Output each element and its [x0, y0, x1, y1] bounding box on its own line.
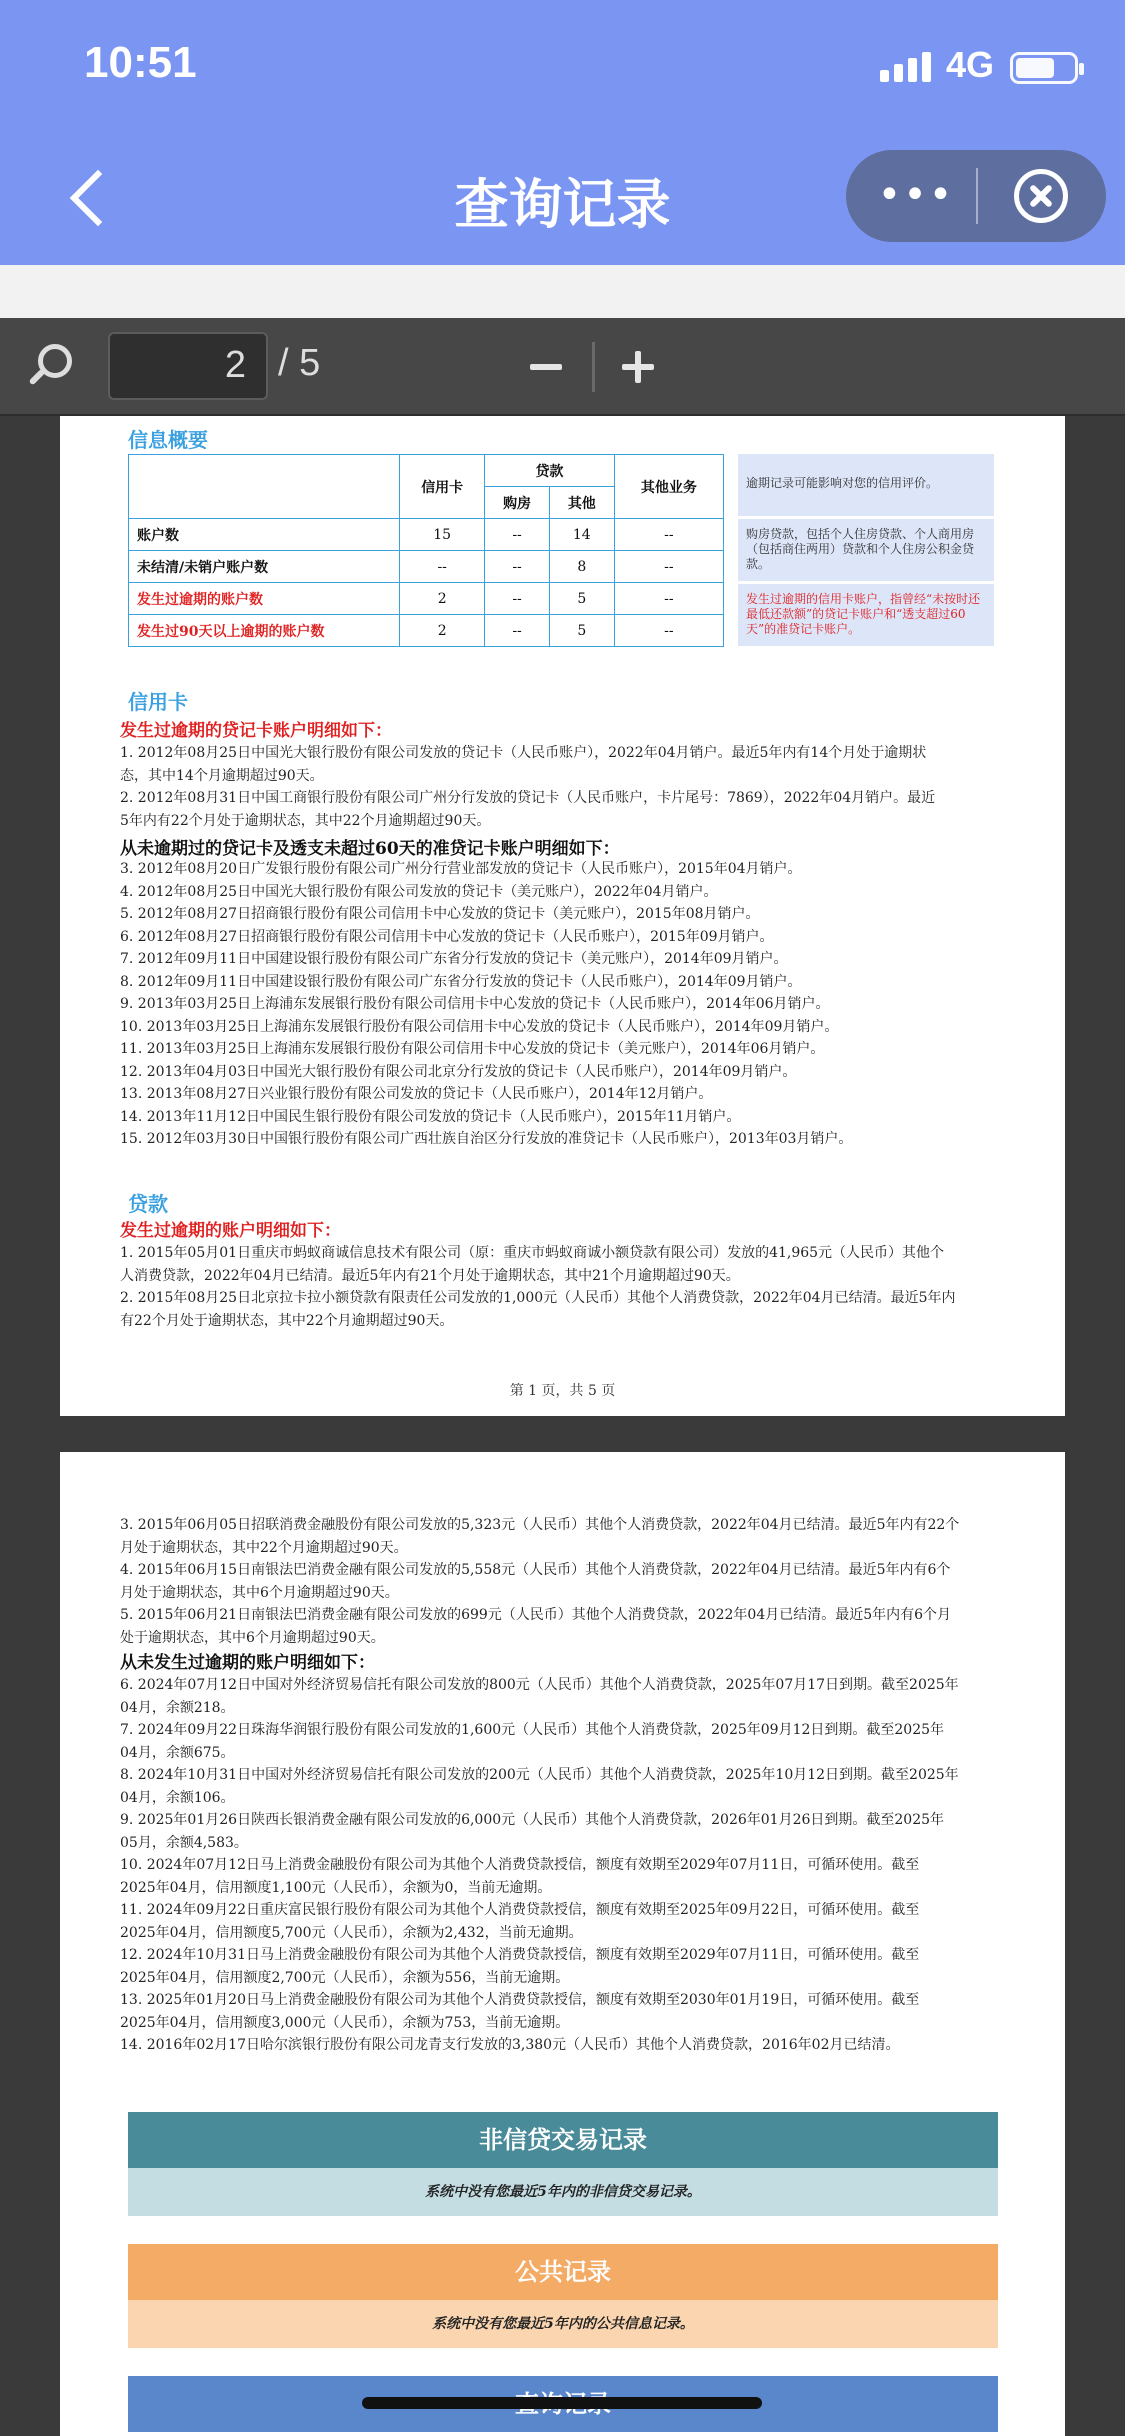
nav-bar	[0, 140, 1125, 265]
spacer	[0, 265, 1125, 318]
pdf-toolbar	[0, 318, 1125, 416]
summary-table	[128, 454, 724, 647]
loan-section-title: 贷款	[128, 1192, 168, 1216]
more-options-icon[interactable]: •••	[877, 172, 955, 218]
list-item: 2025年04月，信用额度1,100元（人民币），余额为0，当前无逾期。	[120, 1879, 552, 1896]
list-item: 10. 2024年07月12日马上消费金融股份有限公司为其他个人消费贷款授信，额度有效期至2029年07月11日，可循环使用。截至	[120, 1857, 920, 1873]
list-item: 13. 2025年01月20日马上消费金融股份有限公司为其他个人消费贷款授信，额度有效期至2030年01月19日，可循环使用。截至	[120, 1992, 920, 2008]
list-item: 11. 2024年09月22日重庆富民银行股份有限公司为其他个人消费贷款授信，额度有效期至2025年09月22日，可循环使用。截至	[120, 1902, 920, 1918]
pdf-page	[60, 1452, 1065, 2436]
list-item: 7. 2024年09月22日珠海华润银行股份有限公司发放的1,600元（人民币）其他个人消费贷款，2025年09月12日到期。截至2025年	[120, 1722, 945, 1738]
normal-card-title: 从未逾期过的贷记卡及透支未超过60天的准贷记卡账户明细如下：	[120, 839, 620, 859]
overdue-loan-list-continued	[120, 1514, 1020, 1649]
pdf-viewer[interactable]	[0, 416, 1125, 2436]
list-item: 3. 2012年08月20日广发银行股份有限公司广州分行营业部发放的贷记卡（人民币账户），2015年04月销户。	[120, 861, 802, 877]
overdue-loan-list	[120, 1242, 1020, 1332]
table-row: 未结清/未销户账户数 -- -- 8 --	[129, 551, 724, 583]
status-time: 10:51	[84, 38, 197, 87]
network-label: 4G	[946, 44, 995, 85]
list-item: 态，其中14个月逾期超过90天。	[120, 767, 324, 784]
zoom-in-button[interactable]	[614, 342, 664, 392]
table-row: 发生过逾期的账户数 2 -- 5 --	[129, 583, 724, 615]
signal-icon	[880, 52, 931, 82]
search-icon[interactable]	[24, 340, 74, 390]
list-item: 14. 2013年11月12日中国民生银行股份有限公司发放的贷记卡（人民币账户），2015年11月销户。	[120, 1108, 741, 1125]
public-records-title: 公共记录	[128, 2244, 998, 2300]
header-house: 购房	[485, 487, 550, 519]
home-indicator	[362, 2397, 762, 2409]
list-item: 6. 2012年08月27日招商银行股份有限公司信用卡中心发放的贷记卡（人民币账户），2015年09月销户。	[120, 928, 774, 945]
list-item: 8. 2024年10月31日中国对外经济贸易信托有限公司发放的200元（人民币）其他个人消费贷款，2025年10月12日到期。截至2025年	[120, 1767, 959, 1783]
list-item: 人消费贷款，2022年04月已结清。最近5年内有21个月处于逾期状态，其中21个月逾期超过90天。	[120, 1267, 740, 1284]
mini-program-capsule	[846, 150, 1106, 242]
non-credit-records-title: 非信贷交易记录	[128, 2112, 998, 2168]
normal-card-list	[120, 858, 1020, 1151]
page-number-input[interactable]: 2	[108, 332, 268, 400]
summary-notes	[738, 454, 994, 649]
list-item: 2. 2012年08月31日中国工商银行股份有限公司广州分行发放的贷记卡（人民币账户，卡片尾号：7869），2022年04月销户。最近	[120, 790, 936, 806]
list-item: 04月，余额106。	[120, 1789, 235, 1806]
list-item: 8. 2012年09月11日中国建设银行股份有限公司广东省分行发放的贷记卡（人民币账户），2014年09月销户。	[120, 973, 802, 990]
non-credit-records-section	[128, 2112, 998, 2216]
overdue-card-list	[120, 742, 1020, 832]
toolbar-divider	[592, 342, 595, 392]
list-item: 1. 2015年05月01日重庆市蚂蚁商诚信息技术有限公司（原：重庆市蚂蚁商诚小额贷款有限公司）发放的41,965元（人民币）其他个	[120, 1245, 945, 1261]
list-item: 05月，余额4,583。	[120, 1834, 248, 1851]
list-item: 10. 2013年03月25日上海浦东发展银行股份有限公司信用卡中心发放的贷记卡（人民币账户），2014年09月销户。	[120, 1018, 839, 1035]
list-item: 4. 2012年08月25日中国光大银行股份有限公司发放的贷记卡（美元账户），2022年04月销户。	[120, 883, 718, 900]
header-loan: 贷款	[485, 455, 615, 487]
battery-icon	[1010, 52, 1078, 84]
list-item: 04月，余额218。	[120, 1699, 235, 1716]
list-item: 6. 2024年07月12日中国对外经济贸易信托有限公司发放的800元（人民币）其他个人消费贷款，2025年07月17日到期。截至2025年	[120, 1677, 959, 1693]
list-item: 3. 2015年06月05日招联消费金融股份有限公司发放的5,323元（人民币）其他个人消费贷款，2022年04月已结清。最近5年内有22个	[120, 1517, 960, 1533]
list-item: 14. 2016年02月17日哈尔滨银行股份有限公司龙青支行发放的3,380元（人民币）其他个人消费贷款，2016年02月已结清。	[120, 2037, 900, 2053]
list-item: 15. 2012年03月30日中国银行股份有限公司广西壮族自治区分行发放的准贷记卡（人民币账户），2013年03月销户。	[120, 1131, 853, 1147]
public-records-body: 系统中没有您最近5年内的公共信息记录。	[128, 2300, 998, 2348]
header-other-business: 其他业务	[614, 455, 723, 519]
status-bar	[0, 0, 1125, 140]
list-item: 2025年04月，信用额度2,700元（人民币），余额为556，当前无逾期。	[120, 1969, 570, 1986]
overdue-loan-title: 发生过逾期的账户明细如下：	[120, 1221, 341, 1241]
page-title: 查询记录	[454, 173, 671, 236]
list-item: 1. 2012年08月25日中国光大银行股份有限公司发放的贷记卡（人民币账户），2022年04月销户。最近5年内有14个月处于逾期状	[120, 745, 927, 761]
header-credit-card: 信用卡	[400, 455, 485, 519]
list-item: 7. 2012年09月11日中国建设银行股份有限公司广东省分行发放的贷记卡（美元账户），2014年09月销户。	[120, 951, 788, 967]
page-total: / 5	[278, 342, 321, 384]
list-item: 04月，余额675。	[120, 1744, 235, 1761]
overdue-card-title: 发生过逾期的贷记卡账户明细如下：	[120, 721, 392, 741]
credit-card-section-title: 信用卡	[128, 690, 188, 714]
close-icon[interactable]	[1014, 169, 1068, 223]
list-item: 5. 2015年06月21日南银法巴消费金融有限公司发放的699元（人民币）其他个人消费贷款，2022年04月已结清。最近5年内有6个月	[120, 1607, 952, 1623]
list-item: 处于逾期状态，其中6个月逾期超过90天。	[120, 1629, 385, 1646]
list-item: 13. 2013年08月27日兴业银行股份有限公司发放的贷记卡（人民币账户），2014年12月销户。	[120, 1086, 713, 1102]
list-item: 5. 2012年08月27日招商银行股份有限公司信用卡中心发放的贷记卡（美元账户），2015年08月销户。	[120, 906, 760, 922]
list-item: 有22个月处于逾期状态，其中22个月逾期超过90天。	[120, 1312, 454, 1329]
table-row: 发生过90天以上逾期的账户数 2 -- 5 --	[129, 615, 724, 647]
summary-section-title: 信息概要	[128, 428, 208, 452]
list-item: 9. 2013年03月25日上海浦东发展银行股份有限公司信用卡中心发放的贷记卡（人民币账户），2014年06月销户。	[120, 996, 830, 1012]
zoom-out-button[interactable]	[522, 342, 572, 392]
public-records-section	[128, 2244, 998, 2348]
note: 购房贷款，包括个人住房贷款、个人商用房（包括商住两用）贷款和个人住房公积金贷款。	[738, 519, 994, 581]
list-item: 2025年04月，信用额度3,000元（人民币），余额为753，当前无逾期。	[120, 2014, 570, 2031]
normal-loan-list	[120, 1674, 1020, 2057]
capsule-divider	[976, 168, 978, 224]
list-item: 月处于逾期状态，其中22个月逾期超过90天。	[120, 1539, 408, 1556]
table-row: 账户数 15 -- 14 --	[129, 519, 724, 551]
list-item: 2025年04月，信用额度5,700元（人民币），余额为2,432，当前无逾期。	[120, 1924, 583, 1941]
note: 发生过逾期的信用卡账户，指曾经“未按时还最低还款额”的贷记卡账户和“透支超过60天”的准贷记卡账户。	[738, 584, 994, 646]
list-item: 9. 2025年01月26日陕西长银消费金融有限公司发放的6,000元（人民币）其他个人消费贷款，2026年01月26日到期。截至2025年	[120, 1812, 945, 1828]
page-footer: 第 1 页，共 5 页	[509, 1383, 616, 1399]
list-item: 月处于逾期状态，其中6个月逾期超过90天。	[120, 1584, 399, 1601]
non-credit-records-body: 系统中没有您最近5年内的非信贷交易记录。	[128, 2168, 998, 2216]
list-item: 4. 2015年06月15日南银法巴消费金融有限公司发放的5,558元（人民币）其他个人消费贷款，2022年04月已结清。最近5年内有6个	[120, 1562, 951, 1578]
list-item: 12. 2024年10月31日马上消费金融股份有限公司为其他个人消费贷款授信，额度有效期至2029年07月11日，可循环使用。截至	[120, 1947, 920, 1963]
header-other: 其他	[549, 487, 614, 519]
list-item: 12. 2013年04月03日中国光大银行股份有限公司北京分行发放的贷记卡（人民币账户），2014年09月销户。	[120, 1063, 797, 1080]
list-item: 11. 2013年03月25日上海浦东发展银行股份有限公司信用卡中心发放的贷记卡（美元账户），2014年06月销户。	[120, 1041, 825, 1057]
note: 逾期记录可能影响对您的信用评价。	[738, 454, 994, 516]
list-item: 2. 2015年08月25日北京拉卡拉小额贷款有限责任公司发放的1,000元（人民币）其他个人消费贷款，2022年04月已结清。最近5年内	[120, 1290, 956, 1306]
normal-loan-title: 从未发生过逾期的账户明细如下：	[120, 1653, 375, 1673]
pdf-page	[60, 416, 1065, 1416]
list-item: 5年内有22个月处于逾期状态，其中22个月逾期超过90天。	[120, 812, 491, 829]
